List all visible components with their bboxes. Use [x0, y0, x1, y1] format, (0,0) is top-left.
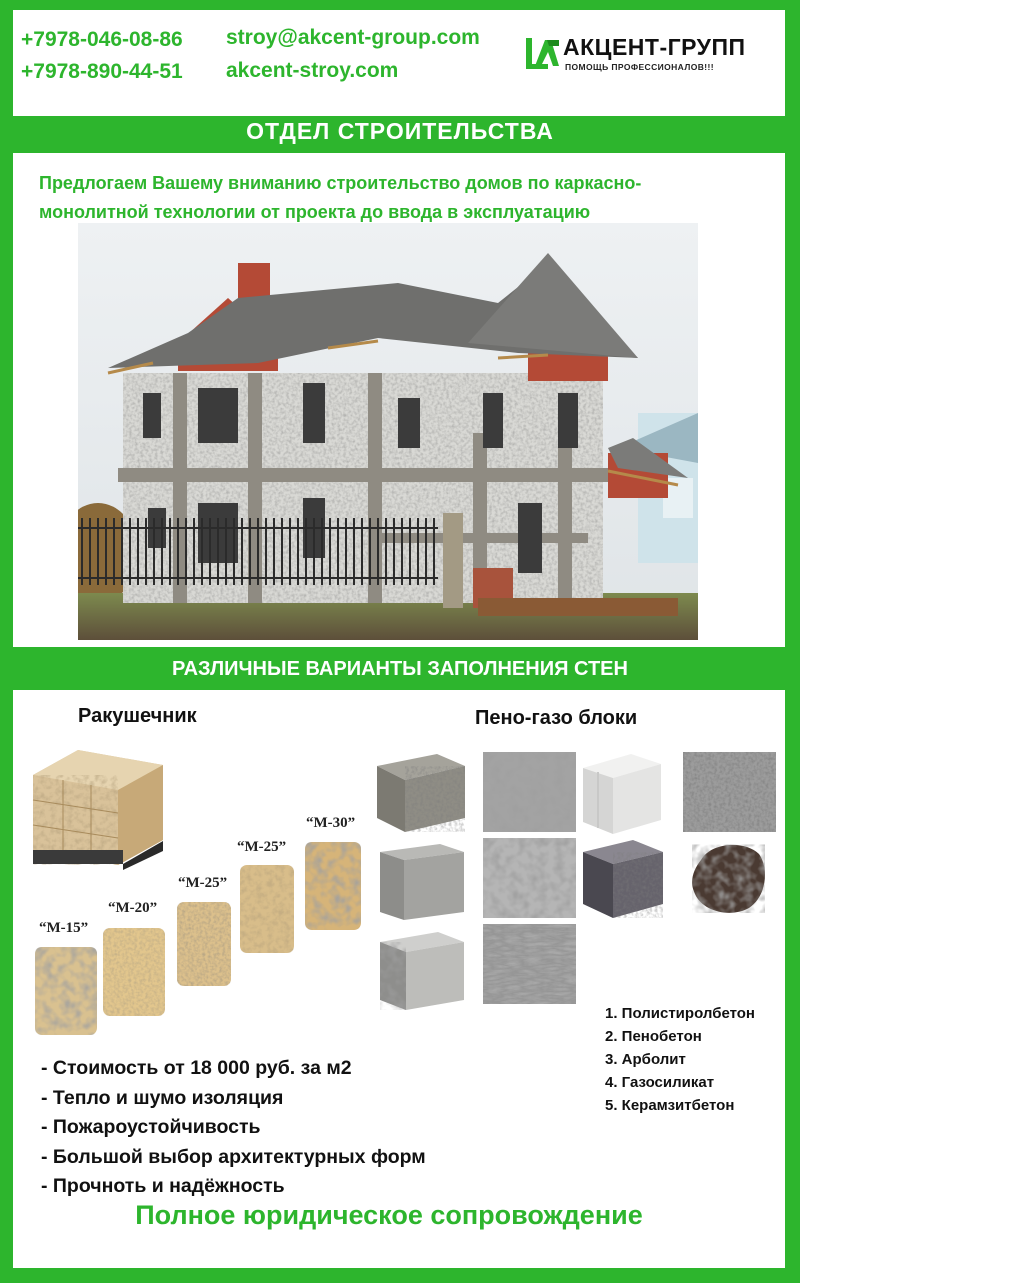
benefits-list [41, 1054, 426, 1202]
arbolite-texture [483, 924, 576, 1004]
list-item: - Пожароустойчивость [41, 1116, 261, 1138]
grade-label: “M-30” [306, 815, 356, 831]
concrete-block-image [375, 752, 467, 834]
shell-brick-m20 [103, 928, 165, 1016]
section-title-walls: РАЗЛИЧНЫЕ ВАРИАНТЫ ЗАПОЛНЕНИЯ СТЕН [172, 658, 628, 680]
list-item: 4. Газосиликат [605, 1074, 715, 1091]
expanded-clay-block-image [380, 930, 465, 1012]
foam-concrete-texture [483, 838, 576, 918]
list-item: - Тепло и шумо изоляция [41, 1086, 284, 1109]
legal-support-slogan: Полное юридическое сопровождение [135, 1200, 643, 1230]
shell-rock-label: Ракушечник [78, 705, 197, 727]
foam-gas-blocks-label: Пено-газо блоки [475, 707, 638, 729]
wall-options-section [13, 690, 785, 1268]
shell-brick-m30 [305, 842, 361, 930]
grade-label: “M-15” [39, 920, 89, 936]
block-types-list [605, 1002, 755, 1117]
grade-label: “M-20” [108, 900, 158, 916]
shell-brick-m15 [35, 947, 97, 1035]
gas-silicate-block-image [581, 752, 663, 837]
phone-1[interactable]: +7978-046-08-86 [21, 28, 183, 51]
shell-rock-pallet-image [23, 745, 168, 870]
list-item: - Стоимость от 18 000 руб. за м2 [41, 1057, 352, 1079]
phone-2[interactable]: +7978-890-44-51 [21, 60, 183, 83]
akcent-logo-icon [525, 36, 561, 72]
list-item: 2. Пенобетон [605, 1028, 702, 1045]
grade-label: “M-25” [237, 839, 287, 855]
logo-name: АКЦЕНТ-ГРУПП [563, 34, 746, 60]
expanded-clay-granule-image [689, 838, 769, 918]
shell-brick-m25 [240, 865, 294, 953]
list-item: 5. Керамзитбетон [605, 1097, 735, 1114]
gray-block-image [380, 842, 465, 922]
email-link[interactable]: stroy@akcent-group.com [226, 26, 480, 49]
list-item: - Большой выбор архитектурных форм [41, 1145, 426, 1168]
shell-brick-m25 [177, 902, 231, 986]
website-link[interactable]: akcent-stroy.com [226, 59, 399, 82]
list-item: 3. Арболит [605, 1051, 686, 1068]
intro-text: Предлогаем Вашему вниманию строительство домов по каркасно- монолитной технологии от проекта до ввода в эксплуатацию [39, 173, 642, 222]
house-photo [78, 223, 698, 640]
polystyrene-concrete-texture [483, 752, 576, 832]
header [13, 10, 785, 116]
logo-slogan: ПОМОЩЬ ПРОФЕССИОНАЛОВ!!! [565, 62, 714, 72]
aerated-concrete-texture [683, 752, 776, 832]
construction-section [13, 153, 785, 647]
list-item: - Прочноть и надёжность [41, 1175, 285, 1197]
company-logo [525, 32, 765, 82]
grade-label: “M-25” [178, 875, 228, 891]
list-item: 1. Полистиролбетон [605, 1005, 755, 1022]
section-title-construction: ОТДЕЛ СТРОИТЕЛЬСТВА [246, 118, 554, 144]
dark-porous-block-image [581, 838, 666, 920]
